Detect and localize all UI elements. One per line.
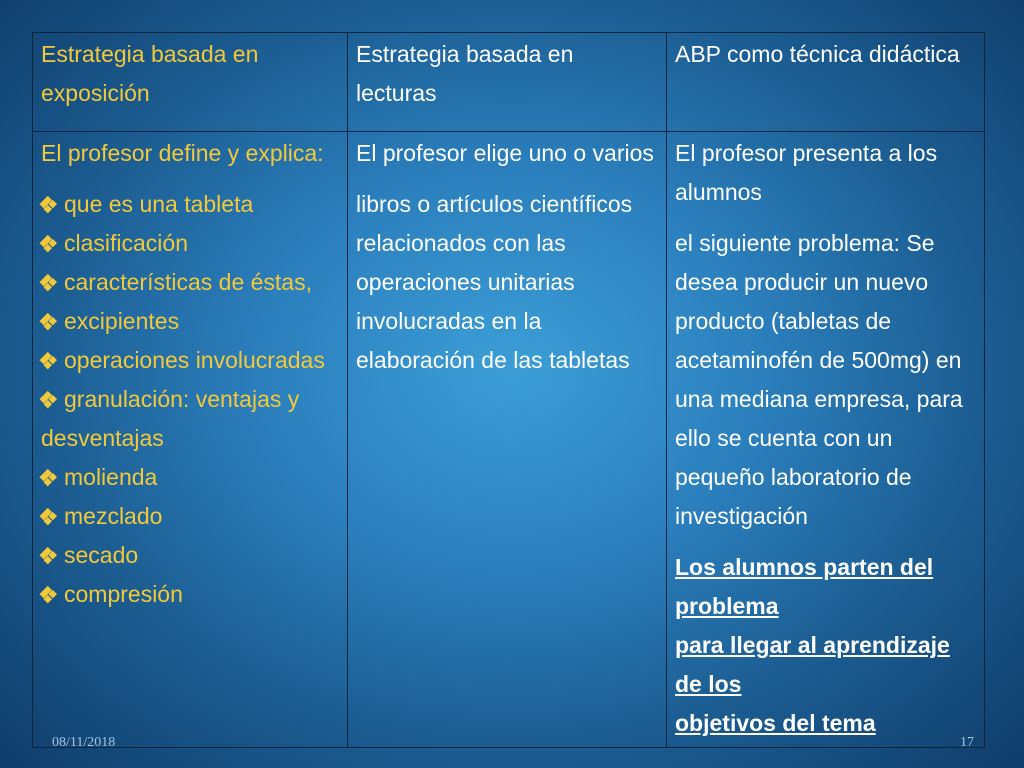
exposicion-intro: El profesor define y explica: — [41, 140, 324, 166]
bullet-text: operaciones involucradas — [64, 347, 325, 373]
bullet-text: granulación: ventajas y desventajas — [41, 386, 300, 451]
bullet-text: características de éstas, — [64, 269, 312, 295]
cell-exposicion — [33, 132, 348, 748]
exposicion-bullet-list — [41, 185, 339, 614]
diamond-bullet-icon — [41, 236, 55, 250]
emphasis-line: Los alumnos parten del problema — [675, 554, 934, 619]
header-lecturas: Estrategia basada en lecturas — [348, 33, 667, 132]
diamond-bullet-icon — [41, 548, 55, 562]
bullet-text: molienda — [64, 464, 158, 490]
bullet-item — [41, 458, 339, 497]
lecturas-body: libros o artículos científicos relacionados con las operaciones unitarias involucradas en la elaboración de las tabletas — [356, 191, 633, 373]
diamond-bullet-icon — [41, 353, 55, 367]
content-table — [32, 32, 985, 748]
header-exposicion: Estrategia basada en exposición — [33, 33, 348, 132]
diamond-bullet-icon — [41, 314, 55, 328]
diamond-bullet-icon — [41, 587, 55, 601]
bullet-text: compresión — [64, 581, 183, 607]
header-row — [33, 33, 985, 132]
bullet-item — [41, 380, 339, 458]
abp-body: el siguiente problema: Se desea producir un nuevo producto (tabletas de acetaminofén de 500mg) en una mediana empresa, para ello se cuenta con un pequeño laboratorio de investigación — [675, 230, 963, 529]
diamond-bullet-icon — [41, 392, 55, 406]
diamond-bullet-icon — [41, 197, 55, 211]
abp-emphasis — [675, 548, 976, 743]
bullet-item — [41, 302, 339, 341]
bullet-text: excipientes — [64, 308, 180, 334]
slide-number: 17 — [960, 735, 974, 750]
bullet-text: secado — [64, 542, 139, 568]
bullet-item — [41, 185, 339, 224]
bullet-item — [41, 536, 339, 575]
bullet-item — [41, 341, 339, 380]
content-row — [33, 132, 985, 748]
bullet-text: clasificación — [64, 230, 188, 256]
diamond-bullet-icon — [41, 509, 55, 523]
diamond-bullet-icon — [41, 470, 55, 484]
bullet-item — [41, 575, 339, 614]
bullet-item — [41, 224, 339, 263]
cell-lecturas — [348, 132, 667, 748]
cell-abp — [667, 132, 985, 748]
lecturas-intro: El profesor elige uno o varios — [356, 140, 654, 166]
bullet-item — [41, 263, 339, 302]
diamond-bullet-icon — [41, 275, 55, 289]
emphasis-line: objetivos del tema — [675, 710, 876, 736]
footer-date: 08/11/2018 — [52, 735, 116, 750]
bullet-text: mezclado — [64, 503, 163, 529]
emphasis-line: para llegar al aprendizaje de los — [675, 632, 950, 697]
header-abp: ABP como técnica didáctica — [667, 33, 985, 132]
abp-intro: El profesor presenta a los alumnos — [675, 140, 938, 205]
bullet-item — [41, 497, 339, 536]
bullet-text: que es una tableta — [64, 191, 254, 217]
